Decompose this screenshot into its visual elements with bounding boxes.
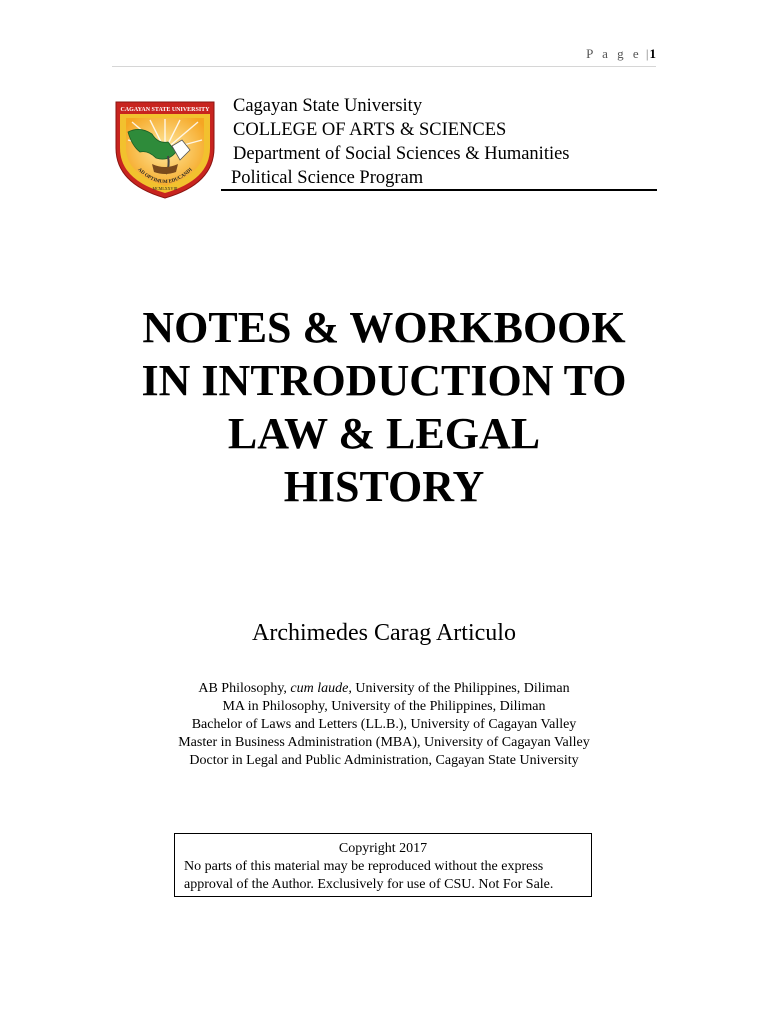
- seal-top-text: CAGAYAN STATE UNIVERSITY: [120, 107, 210, 113]
- university-seal-logo: [110, 100, 220, 200]
- header-underline: [221, 189, 657, 191]
- copyright-box: [174, 833, 592, 897]
- title-line-1: NOTES & WORKBOOK: [142, 303, 626, 352]
- title-line-2: IN INTRODUCTION TO: [141, 356, 627, 405]
- document-title: [84, 301, 684, 513]
- credential-line: Bachelor of Laws and Letters (LL.B.), University of Cagayan Valley: [191, 717, 577, 732]
- credential-line: [84, 680, 684, 698]
- page-number-value: 1: [649, 46, 656, 61]
- header-top-rule: [112, 66, 656, 67]
- college-name: COLLEGE OF ARTS & SCIENCES: [233, 120, 507, 140]
- title-line-4: HISTORY: [283, 462, 485, 511]
- seal-motto-text: AD OPTIMUM EDUCANDI: [136, 167, 194, 186]
- author-name: Archimedes Carag Articulo: [252, 620, 516, 646]
- university-name: Cagayan State University: [233, 96, 423, 116]
- credential-school: University of the Philippines, Diliman: [351, 681, 570, 696]
- credential-honor: cum laude,: [290, 681, 352, 696]
- copyright-notice-line: No parts of this material may be reproduced without the express: [184, 859, 544, 874]
- credential-line: MA in Philosophy, University of the Philippines, Diliman: [222, 699, 546, 714]
- author-credentials: [84, 680, 684, 770]
- page-number: [586, 46, 656, 62]
- institution-header: [233, 94, 570, 190]
- page-label: P a g e: [586, 46, 642, 61]
- copyright-notice-line: approval of the Author. Exclusively for use of CSU. Not For Sale.: [184, 877, 554, 892]
- credential-degree: AB Philosophy,: [198, 681, 291, 696]
- copyright-heading: Copyright 2017: [338, 841, 428, 856]
- seal-year-text: MCMLXXVIII: [152, 186, 178, 191]
- credential-line: Master in Business Administration (MBA), University of Cagayan Valley: [178, 735, 590, 750]
- department-name: Department of Social Sciences & Humanities: [233, 144, 570, 164]
- title-line-3: LAW & LEGAL: [227, 409, 541, 458]
- page-separator: |: [645, 46, 649, 61]
- program-name: Political Science Program: [231, 168, 424, 188]
- credential-line: Doctor in Legal and Public Administration, Cagayan State University: [189, 753, 579, 768]
